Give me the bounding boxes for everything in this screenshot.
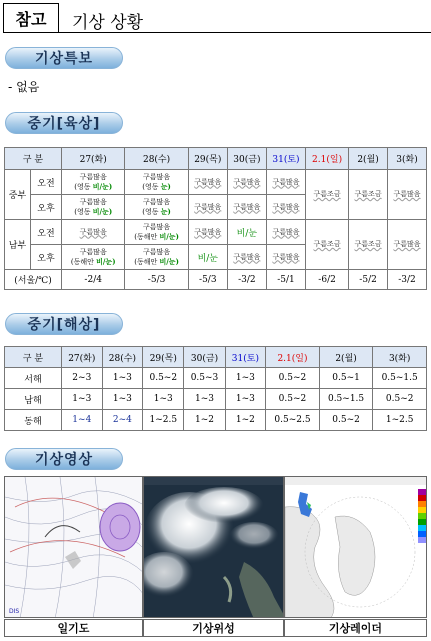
forecast-note: (영동 [142, 207, 159, 216]
section-sea-header: 중기[해상] [5, 313, 123, 335]
land-day-1: 28(수) [125, 148, 188, 170]
sea-cell: 0.5~2 [266, 368, 320, 389]
am-label: 오전 [31, 220, 62, 245]
land-corner: 구 분 [5, 148, 62, 170]
sea-cell: 1~3 [62, 389, 103, 410]
sea-cell: 2~4 [102, 410, 143, 431]
forecast-cell: 구름조금 [349, 220, 388, 270]
temp-cell: -5/2 [349, 270, 388, 290]
forecast-cell: 비/눈 [227, 220, 266, 245]
forecast-cell: 구름많음 [143, 222, 171, 231]
land-day-0: 27(화) [62, 148, 125, 170]
sea-cell: 0.5~3 [184, 368, 225, 389]
section-images-header: 기상영상 [5, 448, 123, 470]
forecast-cell: 구름많음 [62, 220, 125, 245]
forecast-cell: 구름많음 [188, 220, 227, 245]
sea-corner: 구 분 [5, 347, 62, 368]
forecast-cell: 구름많음 [266, 245, 305, 270]
forecast-cell: 구름많음 [388, 170, 427, 220]
forecast-note: 눈) [160, 206, 171, 216]
sea-cell: 0.5~1.5 [373, 368, 427, 389]
sea-cell: 0.5~1 [319, 368, 373, 389]
forecast-cell: 구름많음 [227, 170, 266, 195]
region-central: 중부 [5, 170, 31, 220]
sea-cell: 0.5~2 [373, 389, 427, 410]
sea-day-0: 27(화) [62, 347, 103, 368]
temp-cell: -5/3 [125, 270, 188, 290]
sea-day-3: 30(금) [184, 347, 225, 368]
temp-cell: -5/3 [188, 270, 227, 290]
warning-text: - 없음 [8, 80, 40, 94]
forecast-note: (영동 [74, 182, 91, 191]
forecast-note: (동해안 [134, 257, 158, 266]
forecast-cell: 구름많음 [388, 220, 427, 270]
sea-row-name: 서해 [5, 368, 62, 389]
section-land-header: 중기[육상] [5, 112, 123, 134]
satellite-image [143, 476, 284, 618]
forecast-note: 비/눈) [96, 256, 116, 266]
forecast-note: (동해안 [134, 232, 158, 241]
forecast-cell: 구름많음 [143, 172, 171, 181]
temp-label: (서울/℃) [5, 270, 62, 290]
caption-weather-chart: 일기도 [4, 619, 143, 637]
sea-day-4: 31(토) [225, 347, 266, 368]
forecast-cell: 구름많음 [143, 197, 171, 206]
section-warning-header: 기상특보 [5, 47, 123, 69]
forecast-cell: 구름많음 [143, 247, 171, 256]
title-divider [59, 32, 431, 33]
caption-radar: 기상레이더 [284, 619, 427, 637]
sea-row-name: 동해 [5, 410, 62, 431]
land-day-3: 30(금) [227, 148, 266, 170]
sea-cell: 1~3 [184, 389, 225, 410]
radar-image [284, 476, 427, 618]
forecast-note: 비/눈) [92, 181, 113, 191]
sea-cell: 0.5~1.5 [319, 389, 373, 410]
sea-cell: 1~3 [102, 368, 143, 389]
forecast-cell: 구름많음 [266, 170, 305, 195]
sea-day-2: 29(목) [143, 347, 184, 368]
pm-label: 오후 [31, 195, 62, 220]
sea-cell: 1~2.5 [143, 410, 184, 431]
sea-cell: 1~3 [102, 389, 143, 410]
sea-cell: 0.5~2 [143, 368, 184, 389]
temp-cell: -2/4 [62, 270, 125, 290]
sea-day-7: 3(화) [373, 347, 427, 368]
land-day-6: 2(월) [349, 148, 388, 170]
sea-cell: 0.5~2 [319, 410, 373, 431]
sea-cell: 1~3 [225, 389, 266, 410]
forecast-cell: 구름많음 [188, 170, 227, 195]
temp-cell: -3/2 [388, 270, 427, 290]
sea-day-5: 2.1(일) [266, 347, 320, 368]
land-day-5: 2.1(일) [306, 148, 349, 170]
am-label: 오전 [31, 170, 62, 195]
forecast-note: 비/눈) [159, 256, 179, 266]
sea-cell: 1~2 [184, 410, 225, 431]
sea-forecast-table [4, 346, 427, 431]
page-title: 기상 상황 [72, 13, 144, 33]
temp-cell: -3/2 [227, 270, 266, 290]
forecast-note: (영동 [142, 182, 159, 191]
forecast-note: 눈) [160, 181, 171, 191]
forecast-note: (영동 [74, 207, 91, 216]
sea-row-name: 남해 [5, 389, 62, 410]
forecast-cell: 구름많음 [79, 247, 107, 256]
forecast-cell: 구름많음 [227, 245, 266, 270]
sea-day-1: 28(수) [102, 347, 143, 368]
land-day-4: 31(토) [266, 148, 305, 170]
sea-day-6: 2(월) [319, 347, 373, 368]
forecast-cell: 구름많음 [79, 197, 107, 206]
sea-cell: 0.5~2 [266, 389, 320, 410]
forecast-cell: 구름많음 [266, 220, 305, 245]
forecast-cell: 구름많음 [188, 195, 227, 220]
badge-label: 참고 [3, 3, 59, 33]
sea-cell: 0.5~2.5 [266, 410, 320, 431]
land-day-2: 29(목) [188, 148, 227, 170]
forecast-cell: 구름조금 [306, 220, 349, 270]
sea-cell: 1~2.5 [373, 410, 427, 431]
caption-satellite: 기상위성 [143, 619, 284, 637]
forecast-cell: 구름조금 [349, 170, 388, 220]
forecast-note: (동해안 [70, 257, 94, 266]
temp-cell: -6/2 [306, 270, 349, 290]
weather-chart-image [4, 476, 143, 618]
svg-text:DIS: DIS [9, 608, 20, 615]
sea-cell: 1~3 [143, 389, 184, 410]
forecast-cell: 구름많음 [266, 195, 305, 220]
pm-label: 오후 [31, 245, 62, 270]
land-forecast-table [4, 147, 427, 290]
sea-cell: 1~4 [62, 410, 103, 431]
sea-cell: 1~2 [225, 410, 266, 431]
forecast-cell: 구름많음 [79, 172, 107, 181]
sea-cell: 2~3 [62, 368, 103, 389]
region-south: 남부 [5, 220, 31, 270]
forecast-cell: 구름조금 [306, 170, 349, 220]
forecast-note: 비/눈) [159, 231, 179, 241]
forecast-cell: 구름많음 [227, 195, 266, 220]
forecast-cell: 비/눈 [188, 245, 227, 270]
temp-cell: -5/1 [266, 270, 305, 290]
sea-cell: 1~3 [225, 368, 266, 389]
forecast-note: 비/눈) [92, 206, 113, 216]
land-day-7: 3(화) [388, 148, 427, 170]
